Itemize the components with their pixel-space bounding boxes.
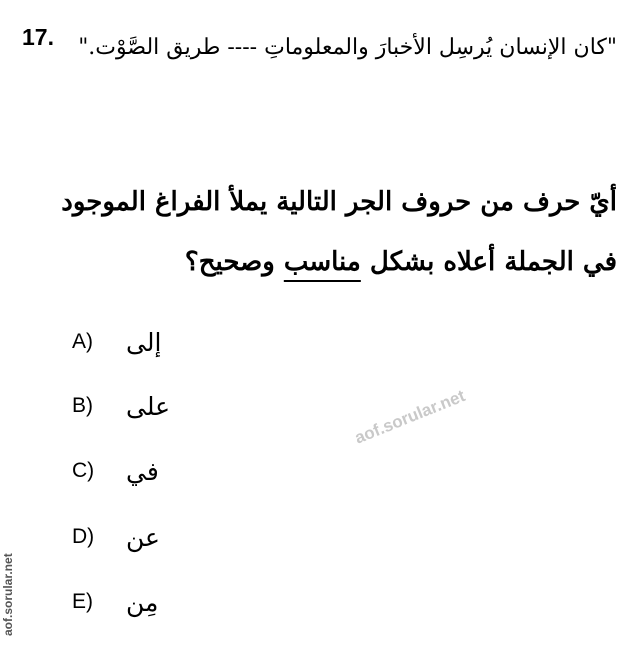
- question-number: 17.: [22, 24, 54, 50]
- option-e[interactable]: [72, 582, 158, 622]
- question-prompt-start: أيّ حرف من حروف الجر التالية يملأ الفراغ الموجود في الجملة أعلاه بشكل: [61, 187, 617, 277]
- question-prompt-underlined: مناسب: [283, 247, 361, 277]
- watermark-center: aof.sorular.net: [352, 386, 468, 448]
- option-text: على: [126, 391, 171, 421]
- option-text: في: [126, 456, 159, 486]
- option-letter: A): [72, 330, 93, 353]
- option-c[interactable]: [72, 451, 159, 491]
- option-text: مِن: [126, 587, 159, 617]
- option-text: إلى: [126, 327, 162, 357]
- question-prompt: [27, 172, 617, 292]
- option-letter: E): [72, 590, 93, 613]
- option-letter: C): [72, 459, 95, 482]
- question-stem: "كان الإنسان يُرسِل الأخبارَ والمعلوماتِ ---- طريق الصَّوْت.": [78, 35, 617, 60]
- question-prompt-end: وصحيح؟: [184, 247, 284, 277]
- option-letter: B): [72, 394, 93, 417]
- option-d[interactable]: [72, 517, 160, 557]
- watermark-side: aof.sorular.net: [1, 553, 15, 636]
- option-letter: D): [72, 525, 95, 548]
- option-b[interactable]: [72, 386, 170, 426]
- option-a[interactable]: [72, 322, 161, 362]
- option-text: عن: [126, 522, 160, 552]
